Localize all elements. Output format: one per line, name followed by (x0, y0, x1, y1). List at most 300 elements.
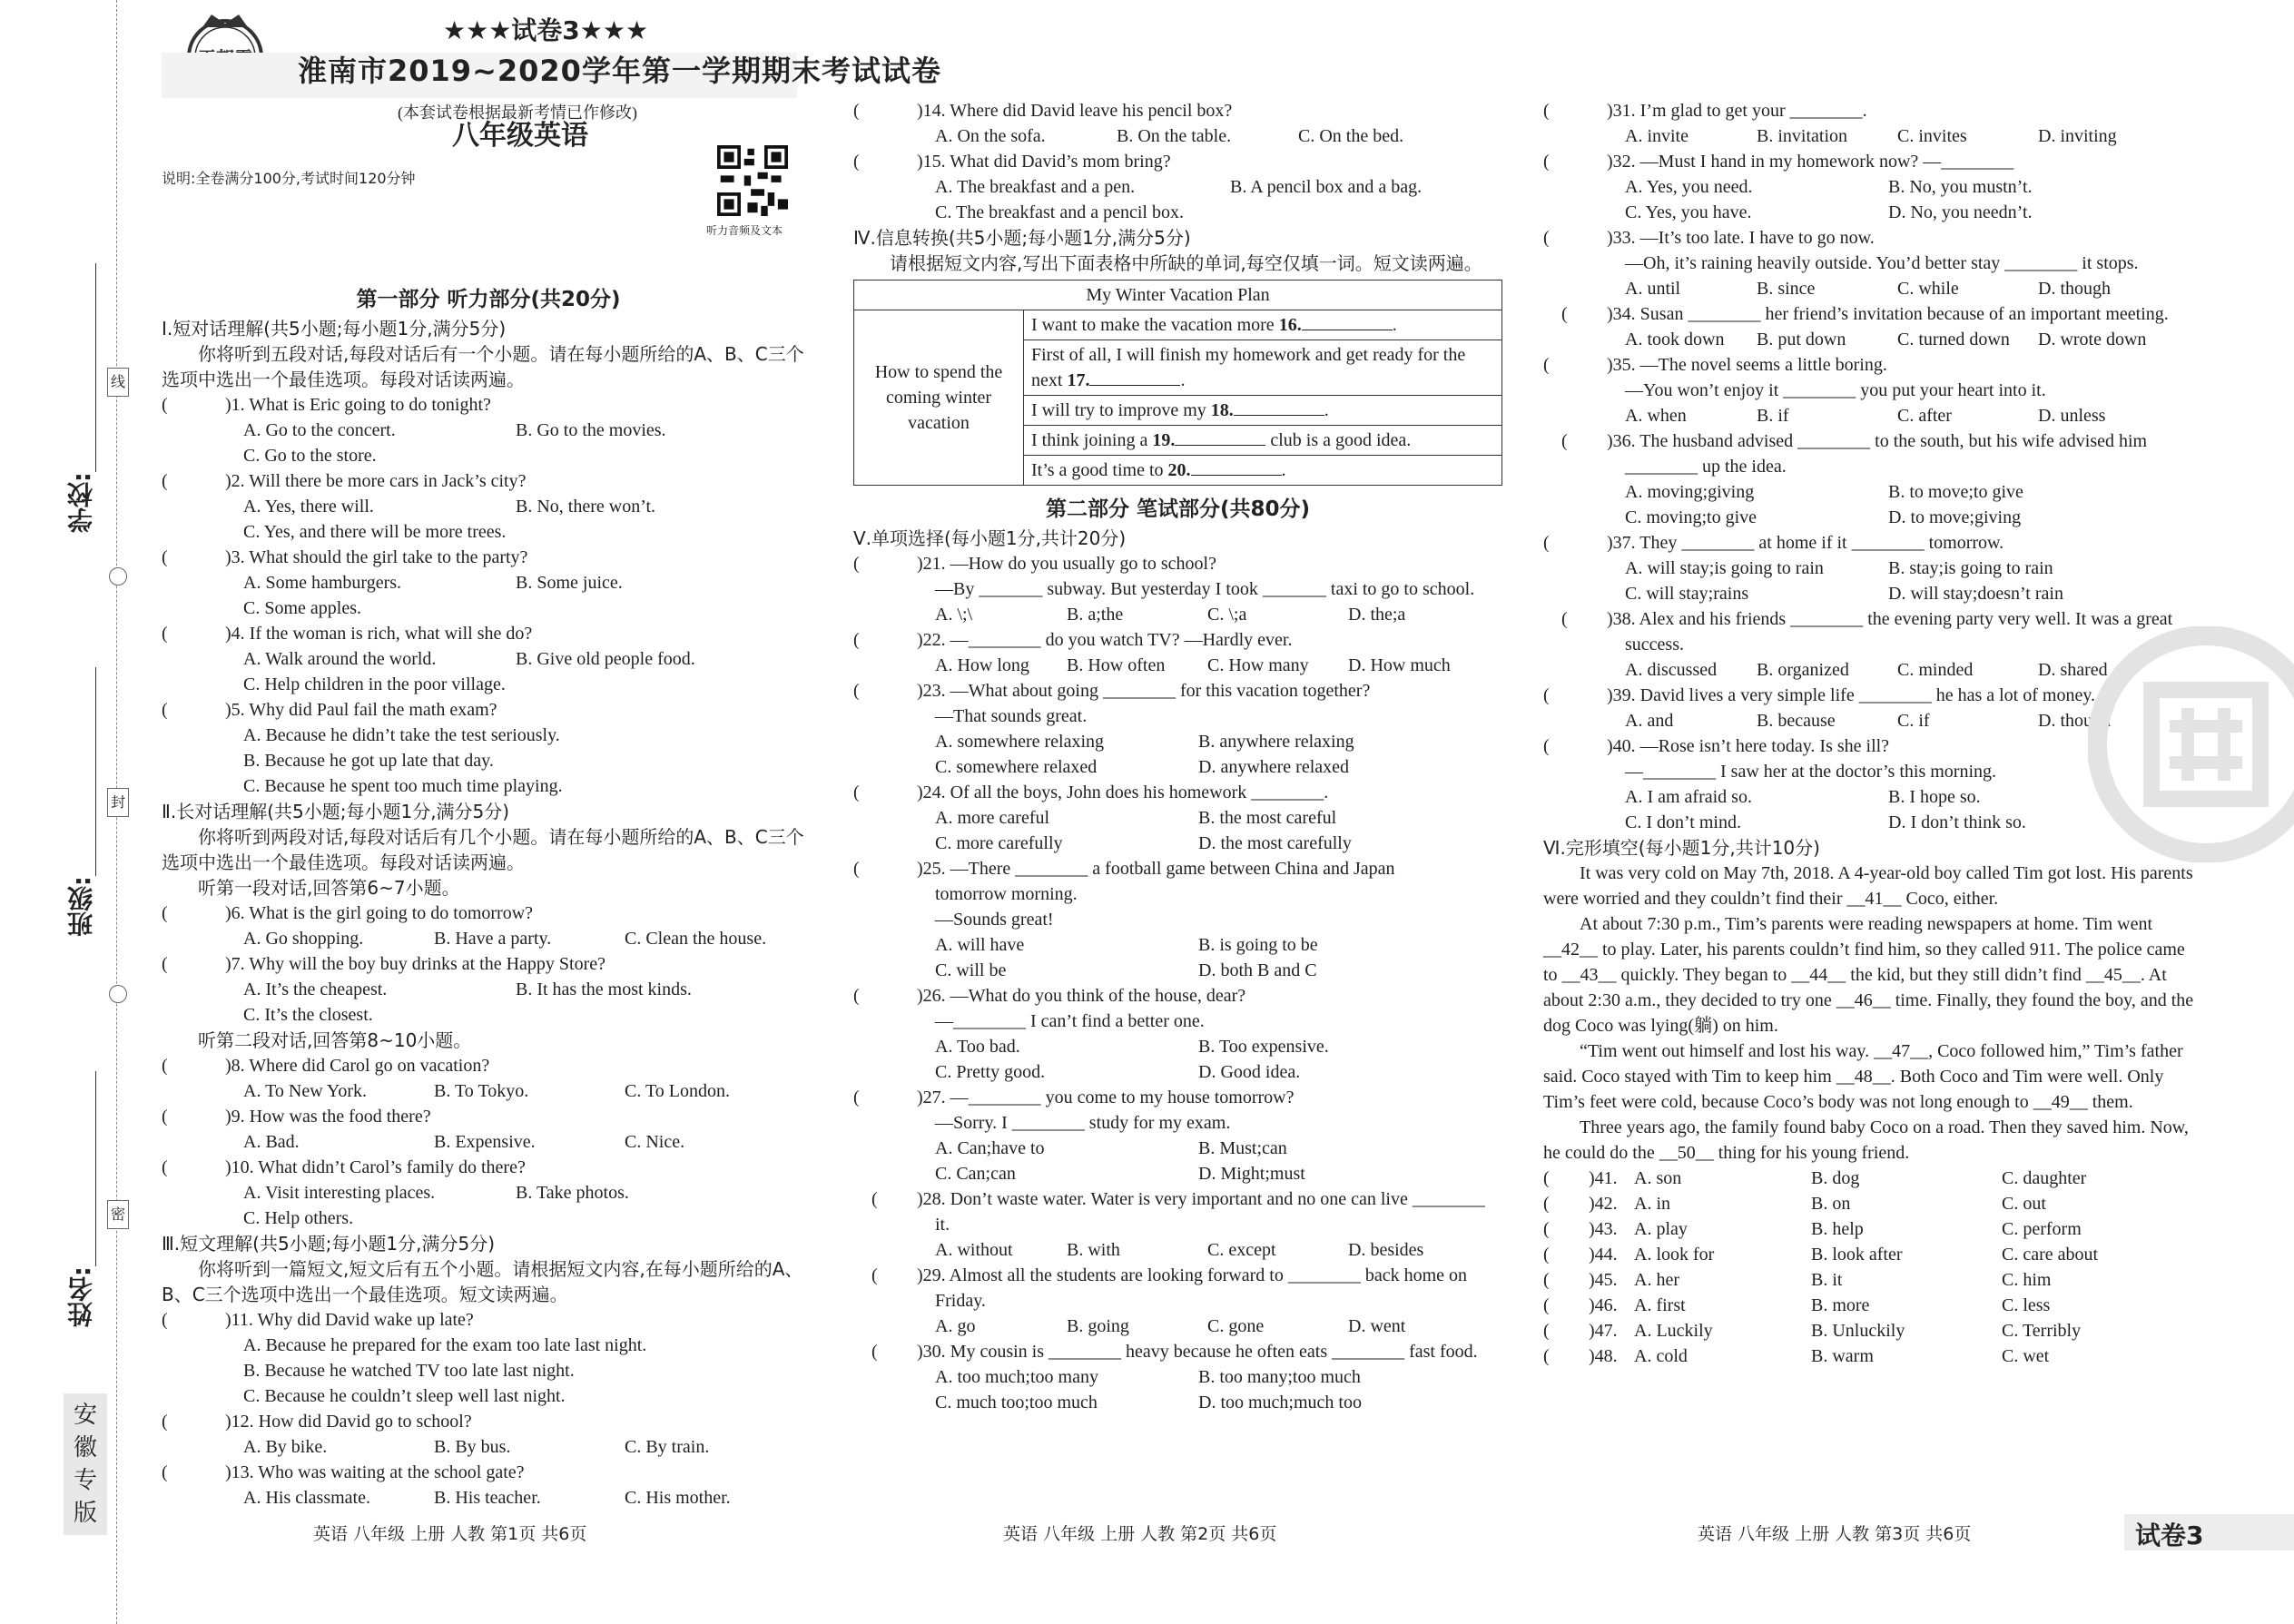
question-stem (1543, 149, 2197, 174)
answer-option[interactable]: A. first (1634, 1295, 1686, 1315)
answer-option[interactable]: C. Yes, you have. (1625, 202, 1752, 222)
answer-option[interactable]: B. A pencil box and a bag. (1230, 177, 1423, 197)
question-stem (853, 98, 1502, 123)
question-continuation: —Sorry. I ________ study for my exam. (935, 1113, 1231, 1133)
answer-option[interactable]: B. a;the (1067, 605, 1124, 625)
answer-option[interactable]: B. going (1067, 1316, 1129, 1336)
question-stem (162, 1104, 815, 1129)
instruction-text: 听第一段对话,回答第6~7小题。 (198, 877, 460, 899)
cloze-paragraph: “Tim went out himself and lost his way. __47__, Coco followed him,” Tim’s father said. Coco stayed with Tim to keep him __48__. Both Coco and Tim were well. Only Tim’s feet were cold, because Coco’s body was not long enough to __49__ them. (1543, 1041, 2183, 1112)
answer-bracket[interactable]: ( (853, 101, 860, 121)
question-text: )10. What didn’t Carol’s family do there? (225, 1157, 526, 1177)
answer-option[interactable]: B. the most careful (1198, 808, 1337, 828)
table-row: I want to make the vacation more 16. . (1024, 310, 1502, 340)
answer-option[interactable]: B. with (1067, 1240, 1120, 1260)
qr-caption: 听力音频及文本 (706, 224, 783, 237)
answer-option[interactable]: B. since (1757, 279, 1816, 299)
answer-bracket[interactable]: ( (1543, 1245, 1550, 1265)
answer-options (162, 570, 815, 595)
answer-option[interactable]: D. Good idea. (1198, 1062, 1301, 1082)
table-row: It’s a good time to 20. . (1024, 456, 1502, 486)
answer-option[interactable]: B. too many;too much (1198, 1367, 1361, 1387)
answer-option[interactable]: A. Walk around the world. (243, 649, 437, 669)
answer-bracket[interactable]: ( (853, 554, 860, 574)
answer-options (162, 1078, 815, 1104)
answer-option[interactable]: D. both B and C (1198, 960, 1317, 980)
answer-options (1543, 403, 2197, 428)
answer-options (853, 754, 1502, 780)
answer-option[interactable]: C. Because he couldn’t sleep well last night. (243, 1386, 566, 1406)
answer-option[interactable]: B. anywhere relaxing (1198, 732, 1354, 752)
answer-bracket[interactable]: ( (853, 782, 860, 802)
cloze-options (1543, 1216, 2197, 1242)
answer-option[interactable]: A. invite (1625, 126, 1689, 146)
answer-bracket[interactable]: ( (853, 1088, 860, 1107)
answer-bracket[interactable]: ( (1543, 355, 1550, 375)
question-stem (162, 697, 815, 723)
answer-options (853, 958, 1502, 983)
answer-bracket[interactable]: ( (162, 547, 168, 567)
binding-hole (109, 985, 127, 1003)
answer-blank[interactable] (1089, 385, 1180, 386)
answer-bracket[interactable]: ( (1543, 533, 1550, 553)
answer-options (162, 519, 815, 545)
answer-option[interactable]: D. went (1348, 1316, 1406, 1336)
answer-option[interactable]: C. turned down (1897, 330, 2010, 349)
answer-option[interactable]: B. because (1757, 711, 1836, 731)
answer-option[interactable]: B. Because he watched TV too late last night. (243, 1361, 575, 1381)
answer-options (162, 773, 815, 799)
section-heading: Ⅵ.完形填空(每小题1分,共计10分) (1543, 837, 1820, 859)
answer-option[interactable]: A. Go to the concert. (243, 420, 396, 440)
answer-bracket[interactable]: ( (1543, 1270, 1550, 1290)
answer-option[interactable]: A. Luckily (1634, 1321, 1713, 1341)
answer-option[interactable]: B. warm (1811, 1346, 1874, 1366)
answer-options (853, 932, 1502, 958)
answer-option[interactable]: B. look after (1811, 1245, 1903, 1265)
answer-option[interactable]: C. \;a (1207, 605, 1247, 625)
answer-option[interactable]: D. wrote down (2038, 330, 2147, 349)
answer-option[interactable]: A. Yes, you need. (1625, 177, 1753, 197)
answer-option[interactable]: D. though (2038, 711, 2111, 731)
answer-option[interactable]: C. Yes, and there will be more trees. (243, 522, 507, 542)
answer-option[interactable]: C. The breakfast and a pencil box. (935, 202, 1184, 222)
answer-options (853, 805, 1502, 831)
answer-option[interactable]: D. besides (1348, 1240, 1424, 1260)
answer-option[interactable]: C. somewhere relaxed (935, 757, 1098, 777)
answer-option[interactable]: A. more careful (935, 808, 1050, 828)
answer-option[interactable]: B. Because he got up late that day. (243, 751, 494, 771)
instruction-text: 你将听到一篇短文,短文后有五个小题。请根据短文内容,在每小题所给的A、B、C三个选项中选出一个最佳选项。短文读两遍。 (162, 1258, 803, 1305)
answer-option[interactable]: B. it (1811, 1270, 1843, 1290)
answer-bracket[interactable]: ( (162, 471, 168, 491)
question-stem (853, 1339, 1502, 1364)
answer-option[interactable]: B. Give old people food. (516, 649, 695, 669)
answer-option[interactable]: A. her (1634, 1270, 1679, 1290)
answer-bracket[interactable]: ( (1543, 228, 1550, 248)
answer-option[interactable]: C. Nice. (625, 1132, 685, 1152)
answer-option[interactable]: C. Terribly (2002, 1321, 2082, 1341)
answer-option[interactable]: A. somewhere relaxing (935, 732, 1105, 752)
cloze-paragraph: Three years ago, the family found baby Coco on a road. Then they saved him. Now, he could do the __50__ thing for his young friend. (1543, 1117, 2189, 1163)
cloze-options (1543, 1293, 2197, 1318)
question-text: )11. Why did David wake up late? (225, 1310, 474, 1330)
answer-option[interactable]: D. How much (1348, 655, 1451, 675)
answer-bracket[interactable]: ( (853, 681, 860, 701)
answer-option[interactable]: A. It’s the cheapest. (243, 979, 388, 999)
answer-bracket[interactable]: ( (162, 1462, 168, 1482)
answer-option[interactable]: B. stay;is going to rain (1888, 558, 2053, 578)
answer-options (853, 1237, 1502, 1263)
answer-option[interactable]: B. To Tokyo. (434, 1081, 529, 1101)
answer-option[interactable]: B. Some juice. (516, 573, 623, 593)
answer-bracket[interactable]: ( (162, 954, 168, 974)
answer-bracket[interactable]: ( (853, 152, 860, 172)
answer-options (1543, 276, 2197, 301)
answer-option[interactable]: B. It has the most kinds. (516, 979, 692, 999)
answer-options (162, 977, 815, 1002)
answer-option[interactable]: B. Go to the movies. (516, 420, 666, 440)
footer-page-2: 英语 八年级 上册 人教 第2页 共6页 (1003, 1524, 1277, 1544)
answer-bracket[interactable]: ( (853, 986, 860, 1006)
answer-option[interactable]: A. too much;too many (935, 1367, 1098, 1387)
question-text: )30. My cousin is ________ heavy because he often eats ________ fast food. (917, 1342, 1478, 1362)
answer-option[interactable]: B. help (1811, 1219, 1864, 1239)
answer-option[interactable]: C. care about (2002, 1245, 2099, 1265)
answer-option[interactable]: A. On the sofa. (935, 126, 1046, 146)
cloze-number: )47. (1589, 1321, 1618, 1341)
answer-bracket[interactable]: ( (162, 903, 168, 923)
answer-option[interactable]: B. Too expensive. (1198, 1037, 1329, 1057)
answer-option[interactable]: A. will stay;is going to rain (1625, 558, 1824, 578)
question-text: )7. Why will the boy buy drinks at the Happy Store? (225, 954, 606, 974)
question-stem (853, 1186, 1502, 1237)
answer-option[interactable]: C. out (2002, 1194, 2046, 1214)
answer-option[interactable]: B. is going to be (1198, 935, 1318, 955)
answer-option[interactable]: B. organized (1757, 660, 1849, 680)
exam-note: (本套试卷根据最新考情已作修改) (398, 103, 637, 122)
answer-option[interactable]: A. Visit interesting places. (243, 1183, 436, 1203)
answer-bracket[interactable]: ( (1543, 685, 1550, 705)
answer-option[interactable]: A. and (1625, 711, 1674, 731)
tag-mi: 密 (107, 1200, 129, 1229)
question-text: )25. —There ________ a football game between China and Japan (917, 859, 1395, 879)
question-stem (853, 856, 1502, 881)
binding-sidebar (0, 0, 136, 1624)
answer-bracket[interactable]: ( (1543, 1168, 1550, 1188)
answer-option[interactable]: B. Take photos. (516, 1183, 629, 1203)
answer-option[interactable]: A. By bike. (243, 1437, 328, 1457)
corner-paper-number: 试卷3 (2135, 1521, 2204, 1550)
question-text: )32. —Must I hand in my homework now? —________ (1607, 152, 2014, 172)
answer-bracket[interactable]: ( (1561, 304, 1568, 324)
answer-option[interactable]: C. invites (1897, 126, 1967, 146)
answer-option[interactable]: D. to move;giving (1888, 507, 2022, 527)
answer-option[interactable]: D. though (2038, 279, 2111, 299)
table-row: First of all, I will finish my homework and get ready for the next 17. . (1024, 340, 1502, 396)
question-stem (853, 1263, 1502, 1314)
answer-blank[interactable] (1191, 475, 1282, 476)
answer-option[interactable]: C. Can;can (935, 1164, 1016, 1184)
table-left-cell: How to spend the coming winter vacation (854, 310, 1024, 486)
answer-bracket[interactable]: ( (162, 1107, 168, 1127)
answer-bracket[interactable]: ( (853, 859, 860, 879)
answer-options (853, 653, 1502, 678)
qr-code-icon[interactable] (717, 145, 788, 216)
answer-option[interactable]: D. shared (2038, 660, 2108, 680)
answer-option[interactable]: C. Because he spent too much time playing. (243, 776, 563, 796)
answer-option[interactable]: D. will stay;doesn’t rain (1888, 584, 2063, 604)
answer-options (1543, 479, 2197, 505)
answer-option[interactable]: A. look for (1634, 1245, 1715, 1265)
answer-option[interactable]: A. Because he didn’t take the test seriously. (243, 725, 560, 745)
answer-option[interactable]: C. Clean the house. (625, 929, 767, 949)
answer-option[interactable]: C. Pretty good. (935, 1062, 1046, 1082)
footer-page-1: 英语 八年级 上册 人教 第1页 共6页 (313, 1524, 587, 1544)
answer-option[interactable]: A. will have (935, 935, 1025, 955)
school-label: 学校: (66, 472, 96, 534)
answer-option[interactable]: C. more carefully (935, 833, 1063, 853)
answer-bracket[interactable]: ( (1543, 1321, 1550, 1341)
answer-option[interactable]: C. gone (1207, 1316, 1265, 1336)
question-text: )31. I’m glad to get your ________. (1607, 101, 1867, 121)
cloze-options (1543, 1242, 2197, 1267)
answer-option[interactable]: A. without (935, 1240, 1013, 1260)
answer-option[interactable]: A. His classmate. (243, 1488, 370, 1508)
answer-option[interactable]: B. to move;to give (1888, 482, 2023, 502)
question-stem (162, 1155, 815, 1180)
answer-option[interactable]: D. I don’t think so. (1888, 812, 2026, 832)
answer-option[interactable]: C. will be (935, 960, 1007, 980)
question-text: )1. What is Eric going to do tonight? (225, 395, 491, 415)
question-continuation: —________ I can’t find a better one. (935, 1011, 1205, 1031)
question-stem (853, 678, 1502, 704)
answer-option[interactable]: B. I hope so. (1888, 787, 1981, 807)
answer-option[interactable]: C. perform (2002, 1219, 2082, 1239)
question-stem (162, 545, 815, 570)
answer-option[interactable]: B. put down (1757, 330, 1846, 349)
answer-option[interactable]: B. By bus. (434, 1437, 511, 1457)
answer-options (853, 1314, 1502, 1339)
answer-option[interactable]: B. dog (1811, 1168, 1860, 1188)
answer-bracket[interactable]: ( (871, 1342, 878, 1362)
answer-option[interactable]: B. Expensive. (434, 1132, 536, 1152)
cloze-options (1543, 1166, 2197, 1191)
question-text: )38. Alex and his friends ________ the evening party very well. It was a great success. (1607, 609, 2173, 655)
answer-option[interactable]: A. Yes, there will. (243, 497, 374, 517)
answer-blank[interactable] (1175, 445, 1265, 446)
answer-option[interactable]: B. His teacher. (434, 1488, 541, 1508)
question-stem (1543, 98, 2197, 123)
question-text: )8. Where did Carol go on vacation? (225, 1056, 490, 1076)
answer-options (1543, 200, 2197, 225)
answer-option[interactable]: A. cold (1634, 1346, 1688, 1366)
answer-option[interactable]: A. when (1625, 406, 1687, 426)
answer-option[interactable]: A. until (1625, 279, 1681, 299)
answer-option[interactable]: B. invitation (1757, 126, 1847, 146)
info-table (853, 280, 1502, 486)
answer-option[interactable]: C. will stay;rains (1625, 584, 1749, 604)
answer-option[interactable]: A. son (1634, 1168, 1682, 1188)
answer-option[interactable]: A. To New York. (243, 1081, 368, 1101)
answer-option[interactable]: A. The breakfast and a pen. (935, 177, 1136, 197)
answer-option[interactable]: B. more (1811, 1295, 1870, 1315)
answer-option[interactable]: B. On the table. (1117, 126, 1232, 146)
question-stem (162, 621, 815, 646)
answer-option[interactable]: D. No, you needn’t. (1888, 202, 2033, 222)
table-caption: My Winter Vacation Plan (854, 281, 1502, 310)
answer-option[interactable]: C. By train. (625, 1437, 710, 1457)
answer-option[interactable]: A. Because he prepared for the exam too late last night. (243, 1335, 647, 1355)
question-continuation: —Sounds great! (935, 910, 1054, 930)
answer-option[interactable]: A. took down (1625, 330, 1725, 349)
answer-bracket[interactable]: ( (853, 630, 860, 650)
answer-bracket[interactable]: ( (871, 1189, 878, 1209)
answer-option[interactable]: C. Help others. (243, 1208, 354, 1228)
answer-option[interactable]: D. too much;much too (1198, 1393, 1362, 1412)
question-stem (853, 1085, 1502, 1110)
question-text: )2. Will there be more cars in Jack’s city? (225, 471, 527, 491)
answer-option[interactable]: A. How long (935, 655, 1029, 675)
question-stem (1543, 225, 2197, 251)
answer-option[interactable]: A. play (1634, 1219, 1688, 1239)
section-heading: Ⅴ.单项选择(每小题1分,共计20分) (853, 527, 1127, 549)
answer-option[interactable]: C. It’s the closest. (243, 1005, 373, 1025)
answer-option[interactable]: B. How often (1067, 655, 1166, 675)
answer-bracket[interactable]: ( (1561, 609, 1568, 629)
question-text: )40. —Rose isn’t here today. Is she ill? (1607, 736, 1890, 756)
answer-bracket[interactable]: ( (1543, 736, 1550, 756)
answer-options (162, 646, 815, 672)
answer-option[interactable]: C. except (1207, 1240, 1276, 1260)
answer-option[interactable]: B. No, you mustn’t. (1888, 177, 2033, 197)
part-heading: 第二部分 笔试部分(共80分) (1045, 497, 1311, 521)
answer-option[interactable]: C. I don’t mind. (1625, 812, 1741, 832)
answer-option[interactable]: A. Bad. (243, 1132, 300, 1152)
question-text: )27. —________ you come to my house tomorrow? (917, 1088, 1295, 1107)
answer-option[interactable]: C. after (1897, 406, 1952, 426)
answer-option[interactable]: C. Help children in the poor village. (243, 674, 506, 694)
answer-options (853, 1059, 1502, 1085)
answer-option[interactable]: C. much too;too much (935, 1393, 1098, 1412)
answer-option[interactable]: D. inviting (2038, 126, 2117, 146)
answer-option[interactable]: C. Go to the store. (243, 446, 377, 466)
answer-option[interactable]: B. if (1757, 406, 1789, 426)
answer-option[interactable]: C. daughter (2002, 1168, 2087, 1188)
answer-options (1543, 556, 2197, 581)
answer-option[interactable]: A. moving;giving (1625, 482, 1755, 502)
answer-options (162, 748, 815, 773)
answer-option[interactable]: C. His mother. (625, 1488, 731, 1508)
answer-option[interactable]: A. Go shopping. (243, 929, 364, 949)
answer-options (162, 723, 815, 748)
question-continuation: —You won’t enjoy it ________ you put your heart into it. (1625, 380, 2046, 400)
answer-options (1543, 327, 2197, 352)
answer-options (162, 926, 815, 951)
answer-options (162, 595, 815, 621)
answer-bracket[interactable]: ( (1543, 1295, 1550, 1315)
question-stem (162, 1409, 815, 1434)
answer-option[interactable]: D. unless (2038, 406, 2106, 426)
answer-option[interactable]: C. less (2002, 1295, 2051, 1315)
question-stem (853, 149, 1502, 174)
cloze-options (1543, 1191, 2197, 1216)
answer-option[interactable]: C. while (1897, 279, 1959, 299)
answer-option[interactable]: D. anywhere relaxed (1198, 757, 1350, 777)
question-text: )12. How did David go to school? (225, 1412, 472, 1432)
answer-option[interactable]: C. moving;to give (1625, 507, 1757, 527)
question-text: )28. Don’t waste water. Water is very important and no one can live ________ it. (917, 1189, 1485, 1235)
answer-option[interactable]: A. Too bad. (935, 1037, 1020, 1057)
answer-option[interactable]: C. minded (1897, 660, 1974, 680)
answer-option[interactable]: C. him (2002, 1270, 2052, 1290)
answer-option[interactable]: B. Must;can (1198, 1138, 1287, 1158)
answer-bracket[interactable]: ( (162, 1412, 168, 1432)
answer-option[interactable]: C. Some apples. (243, 598, 361, 618)
answer-options (1543, 505, 2197, 530)
answer-bracket[interactable]: ( (1543, 1194, 1550, 1214)
answer-bracket[interactable]: ( (162, 1157, 168, 1177)
answer-option[interactable]: D. the most carefully (1198, 833, 1352, 853)
answer-bracket[interactable]: ( (162, 1056, 168, 1076)
answer-bracket[interactable]: ( (1561, 431, 1568, 451)
answer-option[interactable]: A. go (935, 1316, 976, 1336)
question-text: )33. —It’s too late. I have to go now. (1607, 228, 1875, 248)
answer-bracket[interactable]: ( (871, 1265, 878, 1285)
answer-bracket[interactable]: ( (1543, 1219, 1550, 1239)
question-text: )29. Almost all the students are looking forward to ________ back home on Friday. (917, 1265, 1468, 1311)
answer-option[interactable]: C. To London. (625, 1081, 731, 1101)
answer-option[interactable]: C. How many (1207, 655, 1309, 675)
answer-blank[interactable] (1234, 415, 1324, 416)
question-continuation: —Oh, it’s raining heavily outside. You’d better stay ________ it stops. (1625, 253, 2139, 273)
answer-option[interactable]: B. Have a party. (434, 929, 552, 949)
name-field-line (95, 1071, 96, 1266)
answer-bracket[interactable]: ( (162, 624, 168, 644)
cloze-number: )44. (1589, 1245, 1618, 1265)
answer-options (162, 1434, 815, 1460)
cloze-number: )43. (1589, 1219, 1618, 1239)
answer-option[interactable]: A. Some hamburgers. (243, 573, 402, 593)
answer-option[interactable]: A. in (1634, 1194, 1670, 1214)
question-stem (162, 1307, 815, 1333)
cloze-number: )45. (1589, 1270, 1618, 1290)
answer-option[interactable]: A. \;\ (935, 605, 973, 625)
answer-bracket[interactable]: ( (1543, 152, 1550, 172)
answer-bracket[interactable]: ( (1543, 101, 1550, 121)
answer-option[interactable]: B. on (1811, 1194, 1851, 1214)
answer-option[interactable]: C. if (1897, 711, 1930, 731)
answer-option[interactable]: A. Can;have to (935, 1138, 1045, 1158)
answer-bracket[interactable]: ( (162, 1310, 168, 1330)
question-text: )13. Who was waiting at the school gate? (225, 1462, 525, 1482)
question-text: )34. Susan ________ her friend’s invitation because of an important meeting. (1607, 304, 2169, 324)
watermark-seal-icon (2088, 626, 2294, 862)
answer-option[interactable]: A. I am afraid so. (1625, 787, 1752, 807)
answer-bracket[interactable]: ( (162, 395, 168, 415)
answer-option[interactable]: A. discussed (1625, 660, 1718, 680)
answer-option[interactable]: B. No, there won’t. (516, 497, 656, 517)
answer-option[interactable]: B. Unluckily (1811, 1321, 1905, 1341)
answer-option[interactable]: C. On the bed. (1298, 126, 1404, 146)
answer-options (853, 602, 1502, 627)
answer-bracket[interactable]: ( (1543, 1346, 1550, 1366)
school-field-line (95, 263, 96, 472)
answer-option[interactable]: D. the;a (1348, 605, 1406, 625)
answer-bracket[interactable]: ( (162, 700, 168, 720)
answer-option[interactable]: C. wet (2002, 1346, 2050, 1366)
answer-option[interactable]: D. Might;must (1198, 1164, 1305, 1184)
